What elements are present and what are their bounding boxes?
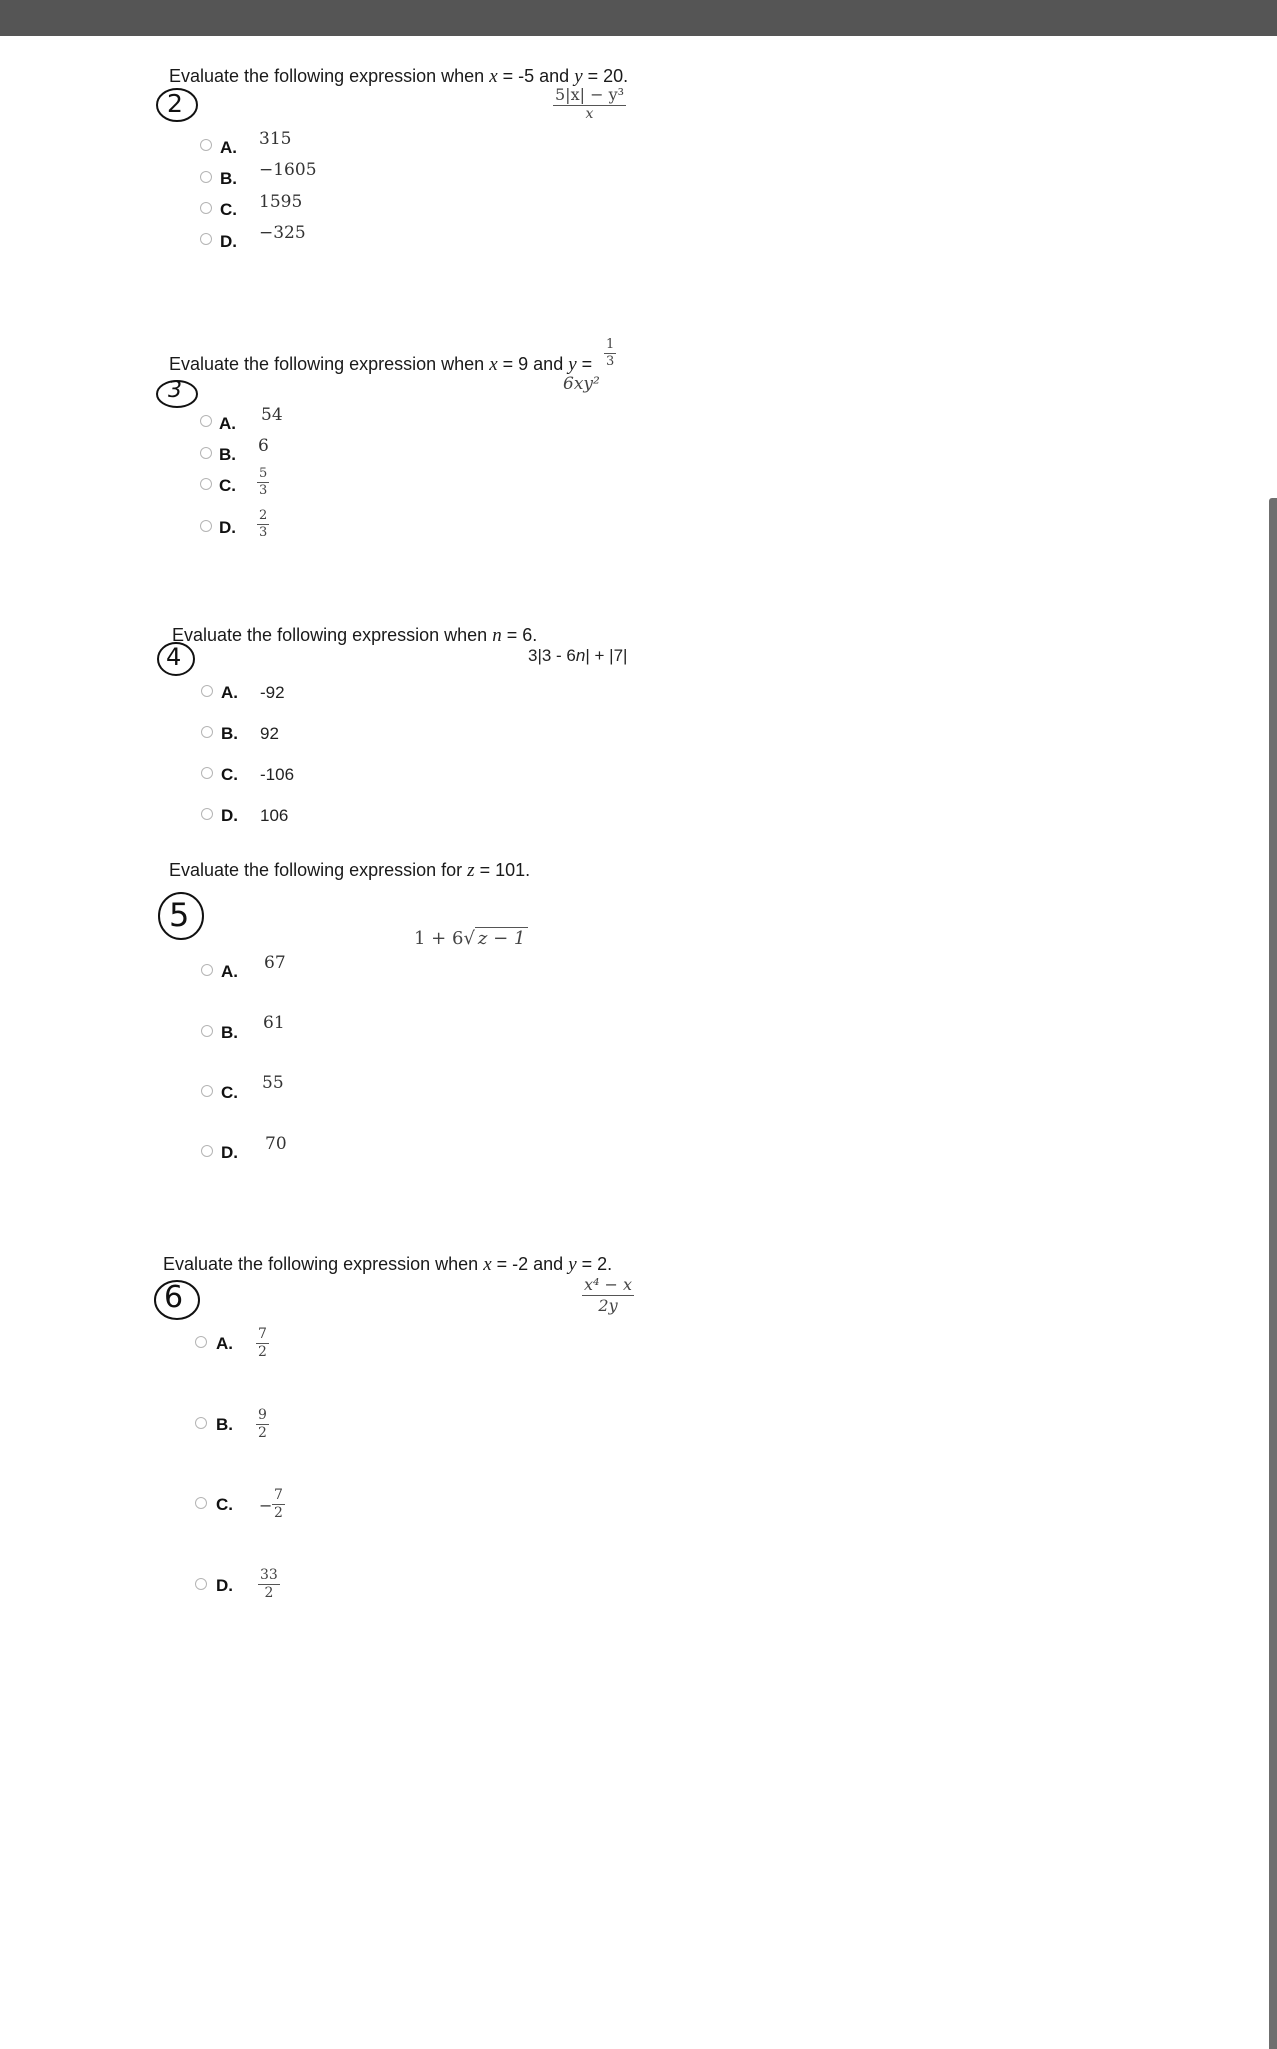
question-prompt: Evaluate the following expression when n = 6. bbox=[172, 625, 538, 646]
radio-button[interactable] bbox=[195, 1578, 207, 1590]
question-prompt: Evaluate the following expression when x = -2 and y = 2. bbox=[163, 1254, 613, 1275]
handwritten-number: 4 bbox=[166, 643, 182, 671]
handwritten-number: 5 bbox=[169, 896, 190, 934]
handwritten-number: 3 bbox=[168, 378, 182, 403]
question-prompt: Evaluate the following expression when x = 9 and y = bbox=[169, 354, 593, 375]
handwritten-number: 2 bbox=[167, 89, 183, 118]
option-fraction: $\frac{2}{3}$ bbox=[259, 508, 268, 541]
radio-button[interactable] bbox=[201, 767, 213, 779]
radio-button[interactable] bbox=[200, 171, 212, 183]
radio-button[interactable] bbox=[200, 415, 212, 427]
radio-button[interactable] bbox=[201, 1025, 213, 1037]
radio-button[interactable] bbox=[200, 202, 212, 214]
radio-button[interactable] bbox=[200, 478, 212, 490]
option-fraction: $\frac{7}{2}$ bbox=[274, 1487, 283, 1522]
radio-button[interactable] bbox=[201, 726, 213, 738]
question-prompt: Evaluate the following expression for z = 101. bbox=[169, 860, 531, 881]
radio-button[interactable] bbox=[201, 808, 213, 820]
expression: $\frac{\text{5|x| − y³}}{x}$ bbox=[555, 85, 625, 122]
radio-button[interactable] bbox=[195, 1336, 207, 1348]
top-bar bbox=[0, 0, 1277, 36]
option-fraction: $\frac{9}{2}$ bbox=[258, 1407, 267, 1442]
option-fraction: $\frac{7}{2}$ bbox=[258, 1326, 267, 1361]
radio-button[interactable] bbox=[195, 1417, 207, 1429]
expression: 6xy² bbox=[563, 374, 600, 394]
radio-button[interactable] bbox=[200, 520, 212, 532]
expression: $\frac{\text{x⁴ − x}}{2y}$ bbox=[584, 1275, 633, 1315]
handwritten-number: 6 bbox=[164, 1280, 184, 1315]
radio-button[interactable] bbox=[200, 447, 212, 459]
radio-button[interactable] bbox=[201, 685, 213, 697]
radio-button[interactable] bbox=[200, 139, 212, 151]
y-fraction: $\frac{1}{3}$ bbox=[606, 337, 615, 370]
expression: 3|3 - 6n| + |7| bbox=[528, 646, 628, 665]
radio-button[interactable] bbox=[200, 233, 212, 245]
option-fraction: $\frac{5}{3}$ bbox=[259, 466, 268, 499]
radio-button[interactable] bbox=[201, 1085, 213, 1097]
radio-button[interactable] bbox=[201, 964, 213, 976]
scrollbar[interactable] bbox=[1269, 498, 1277, 2049]
radio-button[interactable] bbox=[201, 1145, 213, 1157]
option-fraction: $\frac{33}{2}$ bbox=[260, 1567, 278, 1602]
expression: 1 + 6√ z − 1 bbox=[414, 928, 528, 949]
question-prompt: Evaluate the following expression when x = -5 and y = 20. bbox=[169, 66, 629, 87]
radio-button[interactable] bbox=[195, 1497, 207, 1509]
